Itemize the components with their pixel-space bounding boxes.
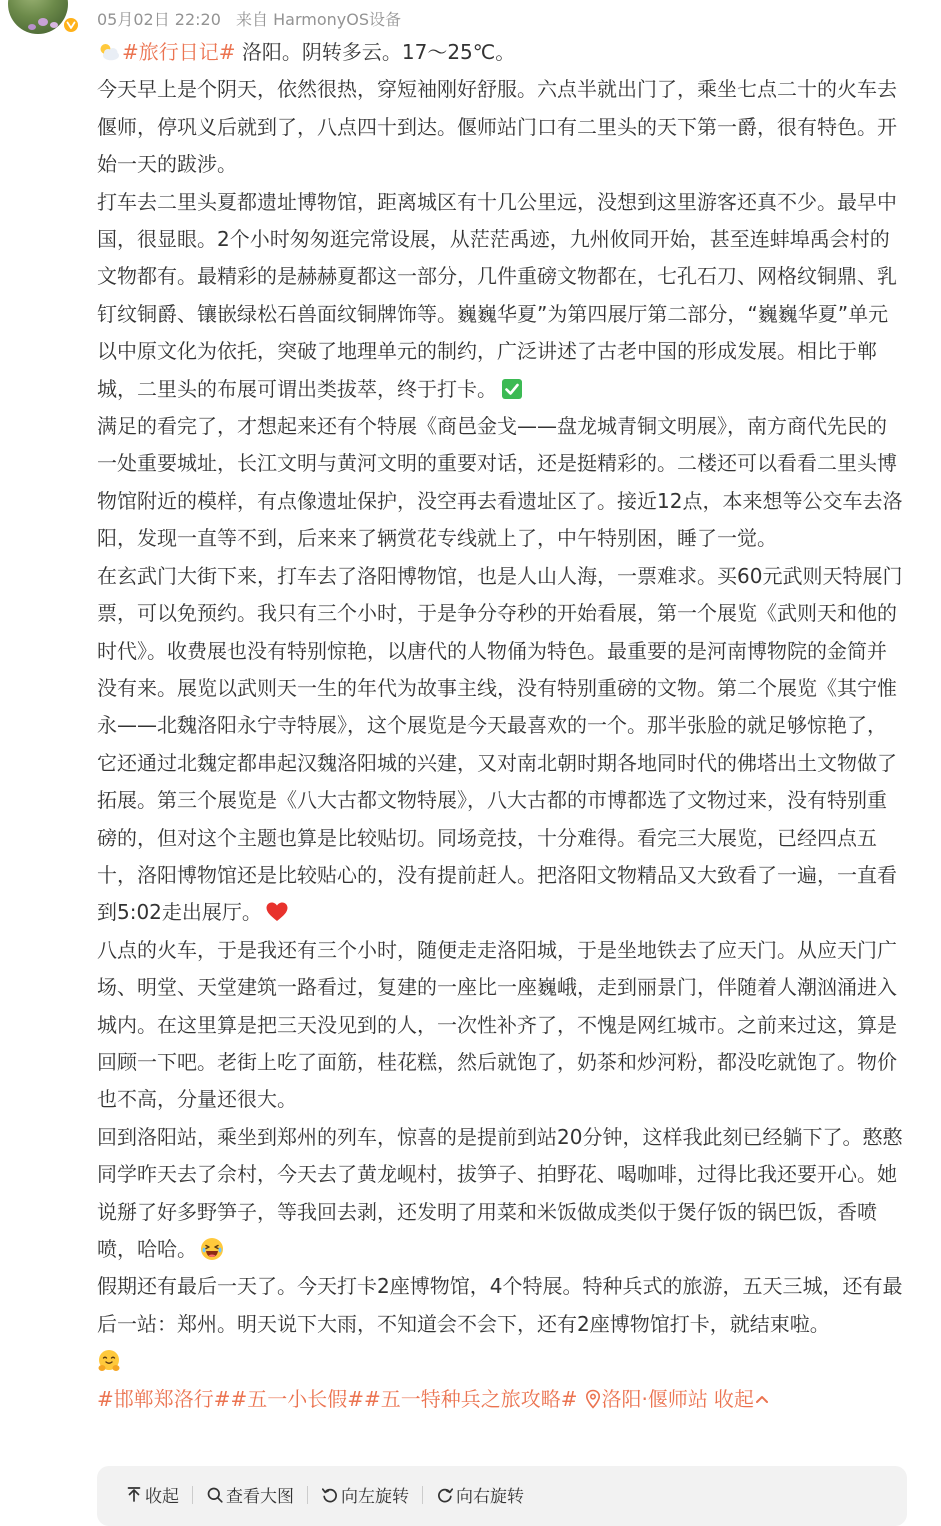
magnifier-icon [206,1486,224,1504]
collapse-label: 收起 [713,1386,754,1411]
toolbar-view-large-label: 查看大图 [226,1487,294,1507]
red-heart-emoji [265,900,289,924]
paragraph-4 [97,558,903,932]
chevron-up-icon [754,1391,770,1407]
post-source: 来自 HarmonyOS设备 [236,10,401,29]
cloudy-sun-emoji [97,40,121,64]
paragraph-7 [97,1268,903,1380]
paragraph-7-text: 假期还有最后一天了。今天打卡2座博物馆，4个特展。特种兵式的旅游，五天三城，还有最后一站：郑州。明天说下大雨，不知道会不会下，还有2座博物馆打卡，就结束啦。 [97,1274,903,1336]
toolbar-view-large-button[interactable] [206,1482,294,1507]
hashtag-handan-zhengluo[interactable]: #邯郸郑洛行# [97,1386,231,1411]
hugging-emoji [97,1349,121,1373]
toolbar-rotate-left-button[interactable] [321,1482,409,1507]
hashtag-travel-diary[interactable]: #旅行日记# [122,40,236,64]
tags-line [97,1381,903,1418]
collapse-text-button[interactable] [714,1387,770,1411]
location-pin-icon [584,1389,602,1409]
toolbar-collapse-button[interactable] [125,1482,179,1507]
rotate-left-icon [321,1486,339,1504]
paragraph-6 [97,1119,903,1269]
avatar-flower-detail [38,18,48,26]
laughing-emoji [200,1237,224,1261]
image-toolbar-items [125,1482,524,1507]
paragraph-2 [97,184,903,408]
toolbar-rotate-left-label: 向左旋转 [341,1487,409,1507]
green-check-emoji [500,377,524,401]
toolbar-rotate-right-button[interactable] [436,1482,524,1507]
post-meta [97,9,401,31]
paragraph-6-text: 回到洛阳站，乘坐到郑州的列车，惊喜的是提前到站20分钟，这样我此刻已经躺下了。憨憨同学昨天去了佘村，今天去了黄龙岘村，拔笋子、拍野花、喝咖啡，过得比我还要开心。她说掰了好多野笋子，等我回去剥，还发明了用菜和米饭做成类似于煲仔饭的锅巴饭，香喷喷，哈哈。 [97,1124,903,1261]
location-link[interactable]: 洛阳·偃师站 [601,1386,708,1411]
toolbar-divider [192,1486,193,1504]
arrow-up-icon [125,1486,143,1504]
avatar[interactable] [8,0,68,34]
toolbar-rotate-right-label: 向右旋转 [456,1487,524,1507]
rotate-right-icon [436,1486,454,1504]
verified-badge-icon [62,16,80,34]
avatar-flower-detail [50,22,58,28]
post-title-line [97,34,903,71]
toolbar-divider [307,1486,308,1504]
title-text: 洛阳。阴转多云。17～25℃。 [235,40,516,64]
paragraph-1: 今天早上是个阴天，依然很热，穿短袖刚好舒服。六点半就出门了，乘坐七点二十的火车去偃师，停巩义后就到了，八点四十到达。偃师站门口有二里头的天下第一爵，很有特色。开始一天的跋涉。 [97,77,897,177]
hashtag-special-forces-trip[interactable]: #五一特种兵之旅攻略# [364,1386,578,1411]
paragraph-4-text: 在玄武门大街下来，打车去了洛阳博物馆，也是人山人海，一票难求。买60元武则天特展门票，可以免预约。我只有三个小时，于是争分夺秒的开始看展，第一个展览《武则天和他的时代》。收费展也没有特别惊艳，以唐代的人物俑为特色。最重要的是河南博物院的金简并没有来。展览以武则天一生的年代为故事主线，没有特别重磅的文物。第二个展览《其宁惟永——北魏洛阳永宁寺特展》，这个展览是今天最喜欢的一个。那半张脸的就足够惊艳了，它还通过北魏定都串起汉魏洛阳城的兴建，又对南北朝时期各地同时代的佛塔出土文物做了拓展。第三个展览是《八大古都文物特展》，八大古都的市博都选了文物过来，没有特别重磅的，但对这个主题也算是比较贴切。同场竞技，十分难得。看完三大展览，已经四点五十，洛阳博物馆还是比较贴心的，没有提前赶人。把洛阳文物精品又大致看了一遍，一直看到5:02走出展厅。 [97,563,903,925]
paragraph-3: 满足的看完了，才想起来还有个特展《商邑金戈——盘龙城青铜文明展》，南方商代先民的一处重要城址，长江文明与黄河文明的重要对话，还是挺精彩的。二楼还可以看看二里头博物馆附近的模样，有点像遗址保护，没空再去看遗址区了。接近12点，本来想等公交车去洛阳，发现一直等不到，后来来了辆赏花专线就上了，中午特别困，睡了一觉。 [97,414,903,551]
toolbar-divider [422,1486,423,1504]
toolbar-collapse-label: 收起 [145,1487,179,1507]
hashtag-may-day-holiday[interactable]: #五一小长假# [230,1386,365,1411]
image-toolbar [97,1466,907,1526]
post-timestamp[interactable]: 05月02日 22:20 [97,10,221,29]
paragraph-5: 八点的火车，于是我还有三个小时，随便走走洛阳城，于是坐地铁去了应天门。从应天门广场、明堂、天堂建筑一路看过，复建的一座比一座巍峨，走到丽景门，伴随着人潮汹涌进入城内。在这里算是把三天没见到的人，一次性补齐了，不愧是网红城市。之前来过这，算是回顾一下吧。老街上吃了面筋，桂花糕，然后就饱了，奶茶和炒河粉，都没吃就饱了。物价也不高，分量还很大。 [97,937,897,1112]
paragraph-2-text: 打车去二里头夏都遗址博物馆，距离城区有十几公里远，没想到这里游客还真不少。最早中国，很显眼。2个小时匆匆逛完常设展，从茫茫禹迹，九州攸同开始，甚至连蚌埠禹会村的文物都有。最精彩的是赫赫夏都这一部分，几件重磅文物都在，七孔石刀、网格纹铜鼎、乳钉纹铜爵、镶嵌绿松石兽面纹铜牌饰等。巍巍华夏”为第四展厅第二部分，“巍巍华夏”单元以中原文化为依托，突破了地理单元的制约，广泛讲述了古老中国的形成发展。相比于郸城，二里头的布展可谓出类拔萃，终于打卡。 [97,189,897,401]
avatar-flower-detail [28,24,36,30]
post-content [97,34,903,1418]
